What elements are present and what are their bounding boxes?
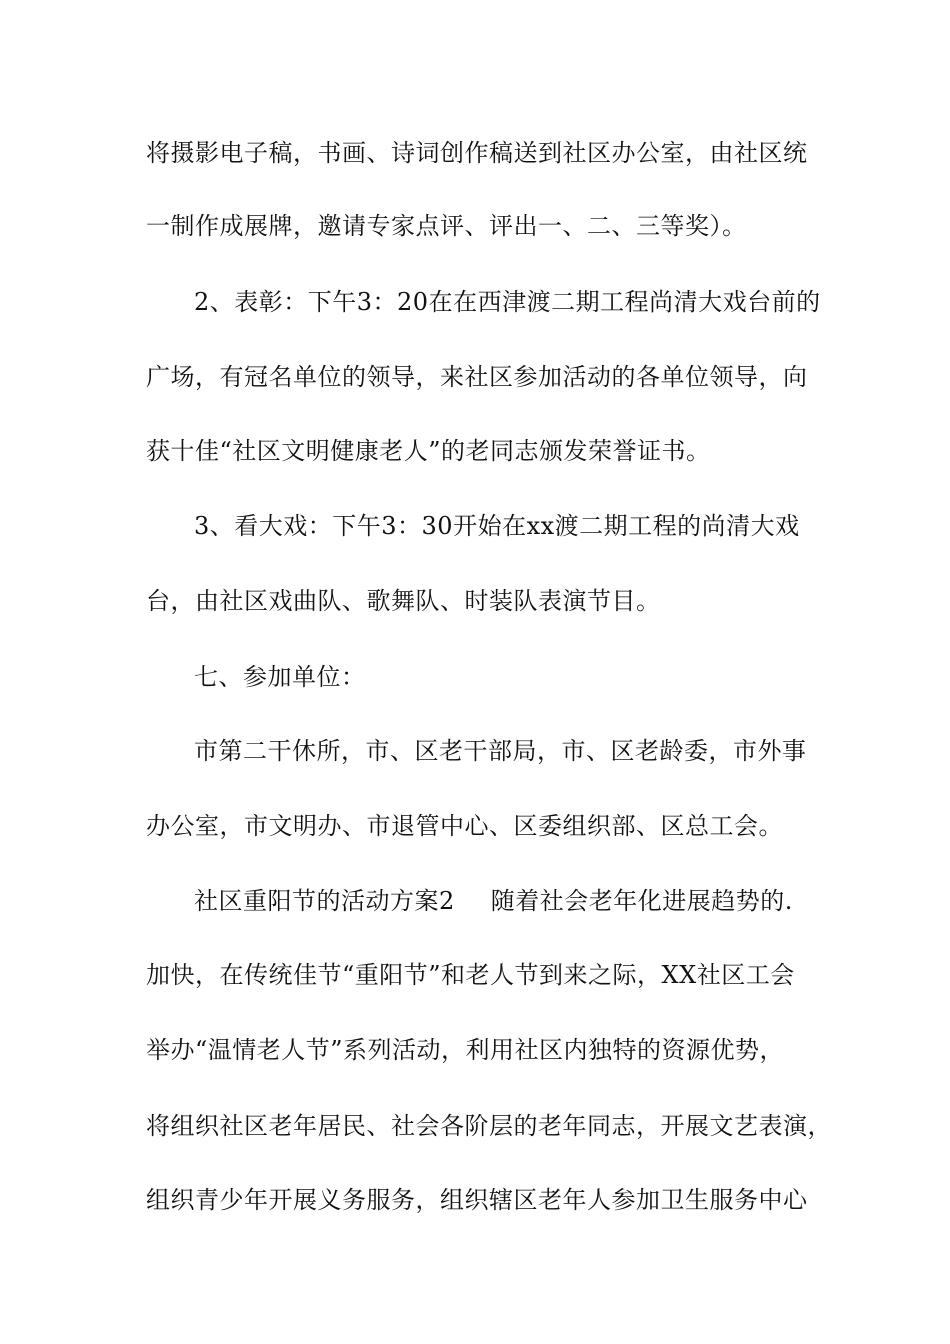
paragraph-line: 广场，有冠名单位的领导，来社区参加活动的各单位领导，向 (146, 363, 808, 391)
paragraph-line: 市第二干休所，市、区老干部局，市、区老龄委，市外事 (194, 737, 807, 765)
section-title: 社区重阳节的活动方案2 (194, 887, 455, 915)
section-heading: 七、参加单位： (194, 663, 366, 691)
paragraph-line: 将组织社区老年居民、社会各阶层的老年同志，开展文艺表演， (146, 1112, 832, 1140)
paragraph-text: 随着社会老年化进展趋势的. (490, 887, 793, 915)
paragraph-line: 举办“温情老人节”系列活动，利用社区内独特的资源优势， (146, 1036, 785, 1064)
paragraph-line: 台，由社区戏曲队、歌舞队、时装队表演节目。 (146, 587, 661, 615)
paragraph-line: 3、看大戏：下午3：30开始在xx渡二期工程的尚清大戏 (194, 512, 800, 540)
paragraph-line (194, 886, 793, 916)
paragraph-line: 组织青少年开展义务服务，组织辖区老年人参加卫生服务中心 (146, 1186, 808, 1214)
paragraph-line: 办公室，市文明办、市退管中心、区委组织部、区总工会。 (146, 812, 783, 840)
paragraph-line: 获十佳“社区文明健康老人”的老同志颁发荣誉证书。 (146, 437, 711, 465)
paragraph-line: 一制作成展牌，邀请专家点评、评出一、二、三等奖）。 (146, 212, 747, 240)
paragraph-line: 加快，在传统佳节“重阳节”和老人节到来之际，XX社区工会 (146, 961, 795, 989)
paragraph-line: 2、表彰：下午3：20在在西津渡二期工程尚清大戏台前的 (194, 288, 821, 316)
paragraph-line: 将摄影电子稿，书画、诗词创作稿送到社区办公室，由社区统 (146, 139, 808, 167)
